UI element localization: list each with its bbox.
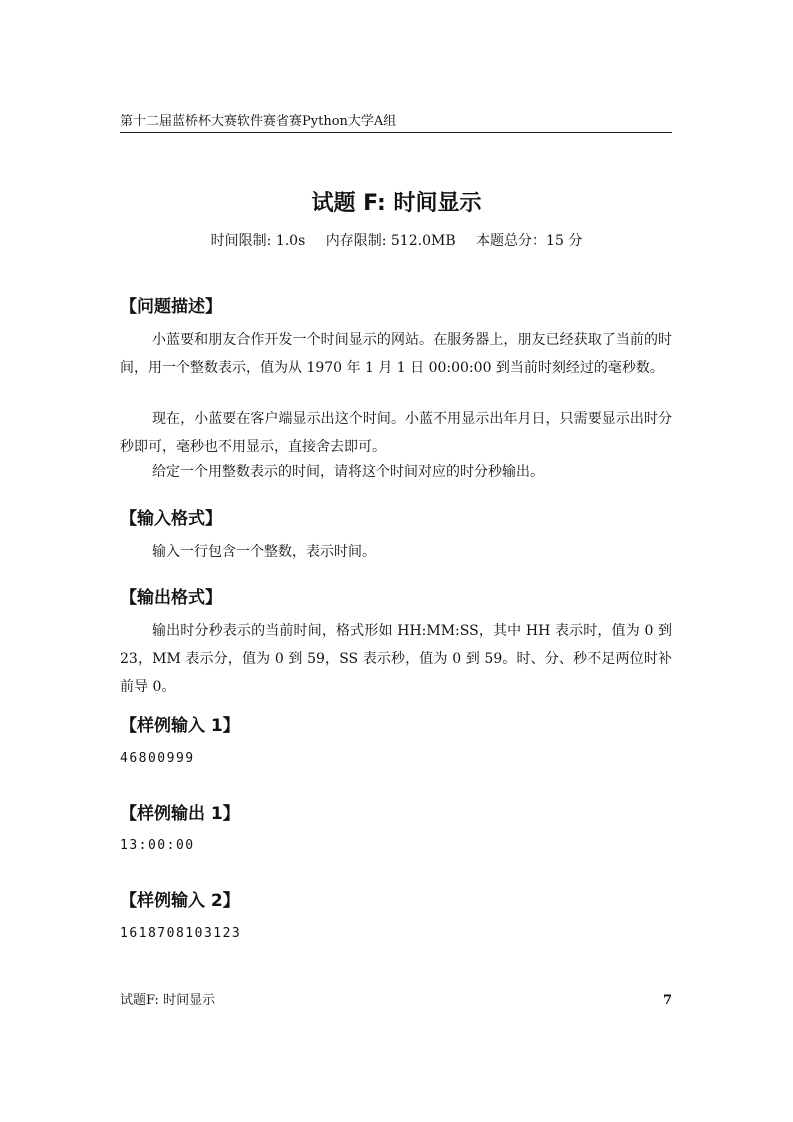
description-heading: 【问题描述】 bbox=[120, 297, 222, 317]
page-number: 7 bbox=[662, 993, 672, 1008]
output-format-heading: 【输出格式】 bbox=[120, 588, 222, 608]
description-paragraph-2: 现在，小蓝要在客户端显示出这个时间。小蓝不用显示出年月日，只需要显示出时分秒即可，毫秒也不用显示，直接舍去即可。 bbox=[120, 411, 672, 455]
footer-title: 试题F: 时间显示 bbox=[120, 993, 216, 1008]
problem-limits bbox=[0, 231, 793, 251]
time-limit: 时间限制: 1.0s bbox=[210, 233, 306, 249]
sample-input-2-heading: 【样例输入 2】 bbox=[120, 891, 240, 911]
total-score: 本题总分：15 分 bbox=[476, 233, 583, 249]
description-paragraph-3: 给定一个用整数表示的时间，请将这个时间对应的时分秒输出。 bbox=[152, 464, 544, 480]
input-format-heading: 【输入格式】 bbox=[120, 509, 222, 529]
output-format-paragraph: 输出时分秒表示的当前时间，格式形如 HH:MM:SS，其中 HH 表示时，值为 0 到 23，MM 表示分，值为 0 到 59，SS 表示秒，值为 0 到 59。时、分、秒不足两位时补前导 0。 bbox=[120, 623, 672, 695]
input-format-paragraph: 输入一行包含一个整数，表示时间。 bbox=[152, 544, 376, 560]
sample-output-1-heading: 【样例输出 1】 bbox=[120, 804, 240, 824]
memory-limit: 内存限制: 512.0MB bbox=[325, 233, 456, 249]
running-header: 第十二届蓝桥杯大赛软件赛省赛Python大学A组 bbox=[120, 114, 397, 129]
sample-input-2-code: 1618708103123 bbox=[120, 926, 242, 941]
header-rule bbox=[120, 132, 672, 133]
problem-title: 试题 F: 时间显示 bbox=[311, 191, 482, 216]
sample-input-1-code: 46800999 bbox=[120, 751, 195, 766]
description-paragraph-1: 小蓝要和朋友合作开发一个时间显示的网站。在服务器上，朋友已经获取了当前的时间，用一个整数表示，值为从 1970 年 1 月 1 日 00:00:00 到当前时刻经过的毫秒数。 bbox=[120, 332, 672, 376]
sample-input-1-heading: 【样例输入 1】 bbox=[120, 716, 240, 736]
sample-output-1-code: 13:00:00 bbox=[120, 838, 195, 853]
